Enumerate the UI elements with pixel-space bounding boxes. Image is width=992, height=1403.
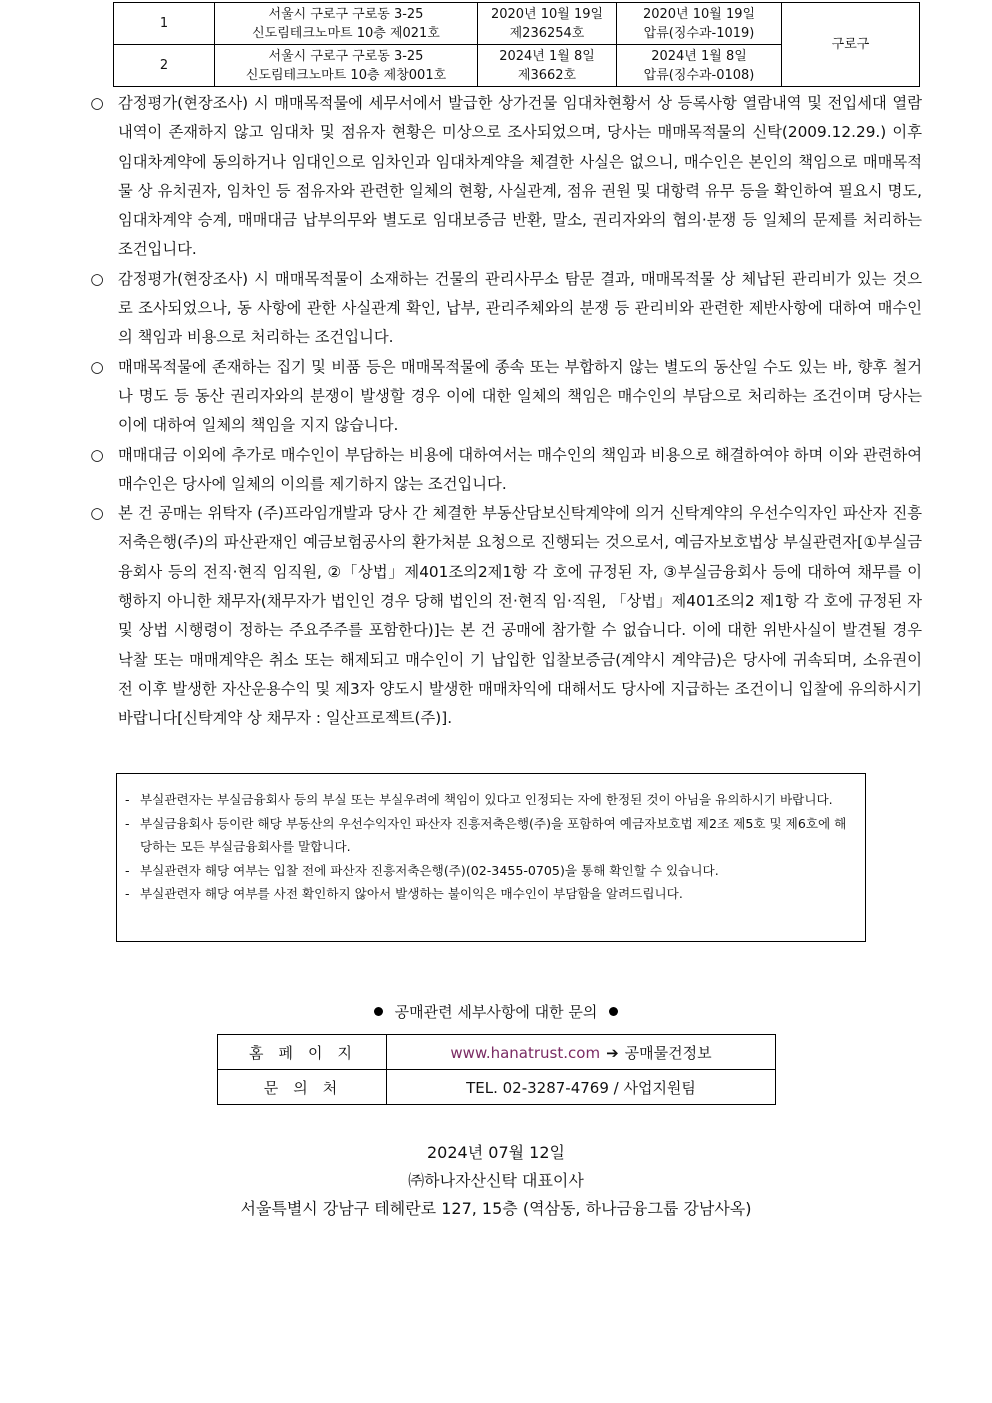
notice-item: - 부실관련자는 부실금융회사 등의 부실 또는 부실우려에 책임이 있다고 인정되는 자에 한정된 것이 아님을 유의하시기 바랍니다. xyxy=(125,788,855,812)
bullet-marker: ○ xyxy=(90,357,104,376)
list-item xyxy=(88,441,922,500)
notice-item: - 부실관련자 해당 여부를 사전 확인하지 않아서 발생하는 불이익은 매수인이 부담함을 알려드립니다. xyxy=(125,882,855,906)
inquiry-heading: 공매관련 세부사항에 대한 문의 xyxy=(0,1001,992,1022)
dash-marker: - xyxy=(125,862,130,878)
bullet-dot-icon xyxy=(374,1007,383,1016)
seizure-table xyxy=(113,2,920,87)
contact-table xyxy=(217,1034,776,1105)
row-number: 1 xyxy=(114,3,215,45)
homepage-cell xyxy=(387,1035,776,1070)
seizure-holder: 구로구 xyxy=(782,3,920,87)
list-item xyxy=(88,353,922,441)
bullet-marker: ○ xyxy=(90,504,104,523)
company-address: 서울특별시 강남구 테헤란로 127, 15층 (역삼동, 하나금융그룹 강남사옥) xyxy=(240,1199,752,1218)
dash-marker: - xyxy=(125,815,130,831)
table-row xyxy=(114,3,920,45)
bullet-dot-icon xyxy=(609,1007,618,1016)
table-row xyxy=(218,1035,776,1070)
homepage-link[interactable]: www.hanatrust.com xyxy=(450,1043,601,1062)
notice-item: - 부실금융회사 등이란 해당 부동산의 우선수익자인 파산자 진흥저축은행(주)을 포함하여 예금자보호법 제2조 제5호 및 제6호에 해당하는 모든 부실금융회사를 말합니다. xyxy=(125,812,855,859)
company-name: ㈜하나자산신탁 대표이사 xyxy=(408,1171,584,1190)
dash-marker: - xyxy=(125,792,130,807)
contact-label: 문의처 xyxy=(218,1070,387,1105)
bullet-marker: ○ xyxy=(90,445,104,464)
list-item xyxy=(88,265,922,353)
registration-info: 2020년 10월 19일 제236254호 xyxy=(478,3,617,45)
seizure-info: 2024년 1월 8일 압류(징수과-0108) xyxy=(617,45,782,87)
list-item xyxy=(88,89,922,265)
row-number: 2 xyxy=(114,45,215,87)
notice-item: - 부실관련자 해당 여부는 입찰 전에 파산자 진흥저축은행(주)(02-3455-0705)을 통해 확인할 수 있습니다. xyxy=(125,859,855,883)
bullet-marker: ○ xyxy=(90,94,104,112)
arrow-right-icon: ➔ xyxy=(606,1043,619,1062)
condition-list xyxy=(88,89,922,734)
condition-text: 매매목적물에 존재하는 집기 및 비품 등은 매매목적물에 종속 또는 부합하지 않는 별도의 동산일 수도 있는 바, 향후 철거나 명도 등 동산 권리자와의 분쟁이 발생할 경우 이에 대한 일체의 책임은 매수인의 부담으로 처리하는 조건이며 당사는 이에 대하여 일체의 책임을 지지 않습니다. xyxy=(118,357,922,435)
dash-marker: - xyxy=(125,886,130,902)
condition-text: 본 건 공매는 위탁자 (주)프라임개발과 당사 간 체결한 부동산담보신탁계약에 의거 신탁계약의 우선수익자인 파산자 진흥저축은행(주)의 파산관재인 예금보험공사의 환가처분 요청으로 진행되는 것으로서, 예금자보호법상 부실관련자[①부실금융회사 등의 전직·현직 임직원, ②「상법」제401조의2제1항 각 호에 규정된 자, ③부실금융회사 등에 대하여 채무를 이행하지 아니한 채무자(채무자가 법인인 경우 당해 법인의 전·현직 임·직원, 「상법」제401조의2 제1항 각 호에 규정된 자 및 상법 시행령이 정하는 주요주주를 포함한다)]는 본 건 공매에 참가할 수 없습니다. 이에 대한 위반사실이 발견될 경우 낙찰 또는 매매계약은 취소 또는 해제되고 매수인이 기 납입한 입찰보증금(계약시 계약금)은 당사에 귀속되며, 소유권이전 이후 발생한 자산운용수익 및 제3자 양도시 발생한 매매차익에 대해서도 당사에 지급하는 조건이니 입찰에 유의하시기 바랍니다[신탁계약 상 채무자 : 일산프로젝트(주)]. xyxy=(118,504,922,728)
notice-box xyxy=(116,773,866,942)
homepage-label: 홈페이지 xyxy=(218,1035,387,1070)
registration-info: 2024년 1월 8일 제3662호 xyxy=(478,45,617,87)
homepage-menu: 공매물건정보 xyxy=(624,1043,712,1062)
condition-text: 감정평가(현장조사) 시 매매목적물이 소재하는 건물의 관리사무소 탐문 결과, 매매목적물 상 체납된 관리비가 있는 것으로 조사되었으나, 동 사항에 관한 사실관계 확인, 납부, 관리주체와의 분쟁 등 관리비와 관련한 제반사항에 대하여 매수인의 책임과 비용으로 처리하는 조건입니다. xyxy=(118,269,922,347)
property-address: 서울시 구로구 구로동 3-25 신도림테크노마트 10층 제021호 xyxy=(215,3,478,45)
seizure-info: 2020년 10월 19일 압류(징수과-1019) xyxy=(617,3,782,45)
list-item xyxy=(88,499,922,733)
condition-text: 매매대금 이외에 추가로 매수인이 부담하는 비용에 대하여서는 매수인의 책임과 비용으로 해결하여야 하며 이와 관련하여 매수인은 당사에 일체의 이의를 제기하지 않는 조건입니다. xyxy=(118,445,922,493)
property-address: 서울시 구로구 구로동 3-25 신도림테크노마트 10층 제창001호 xyxy=(215,45,478,87)
contact-value: TEL. 02-3287-4769 / 사업지원팀 xyxy=(387,1070,776,1105)
issue-date: 2024년 07월 12일 xyxy=(427,1143,565,1162)
table-row xyxy=(218,1070,776,1105)
bullet-marker: ○ xyxy=(90,269,104,288)
condition-text: 감정평가(현장조사) 시 매매목적물에 세무서에서 발급한 상가건물 임대차현황서 상 등록사항 열람내역 및 전입세대 열람내역이 존재하지 않고 임대차 및 점유자 현황은 미상으로 조사되었으며, 당사는 매매목적물의 신탁(2009.12.29.) 이후 임대차계약에 동의하거나 임대인으로 임차인과 임대차계약을 체결한 사실은 없으니, 매수인은 본인의 책임으로 매매목적물 상 유치권자, 임차인 등 점유자와 관련한 일체의 현황, 사실관계, 점유 권원 및 대항력 유무 등을 확인하여 필요시 명도, 임대차계약 승계, 매매대금 납부의무와 별도로 임대보증금 반환, 말소, 권리자와의 협의·분쟁 등 일체의 문제를 처리하는 조건입니다. xyxy=(118,94,922,259)
